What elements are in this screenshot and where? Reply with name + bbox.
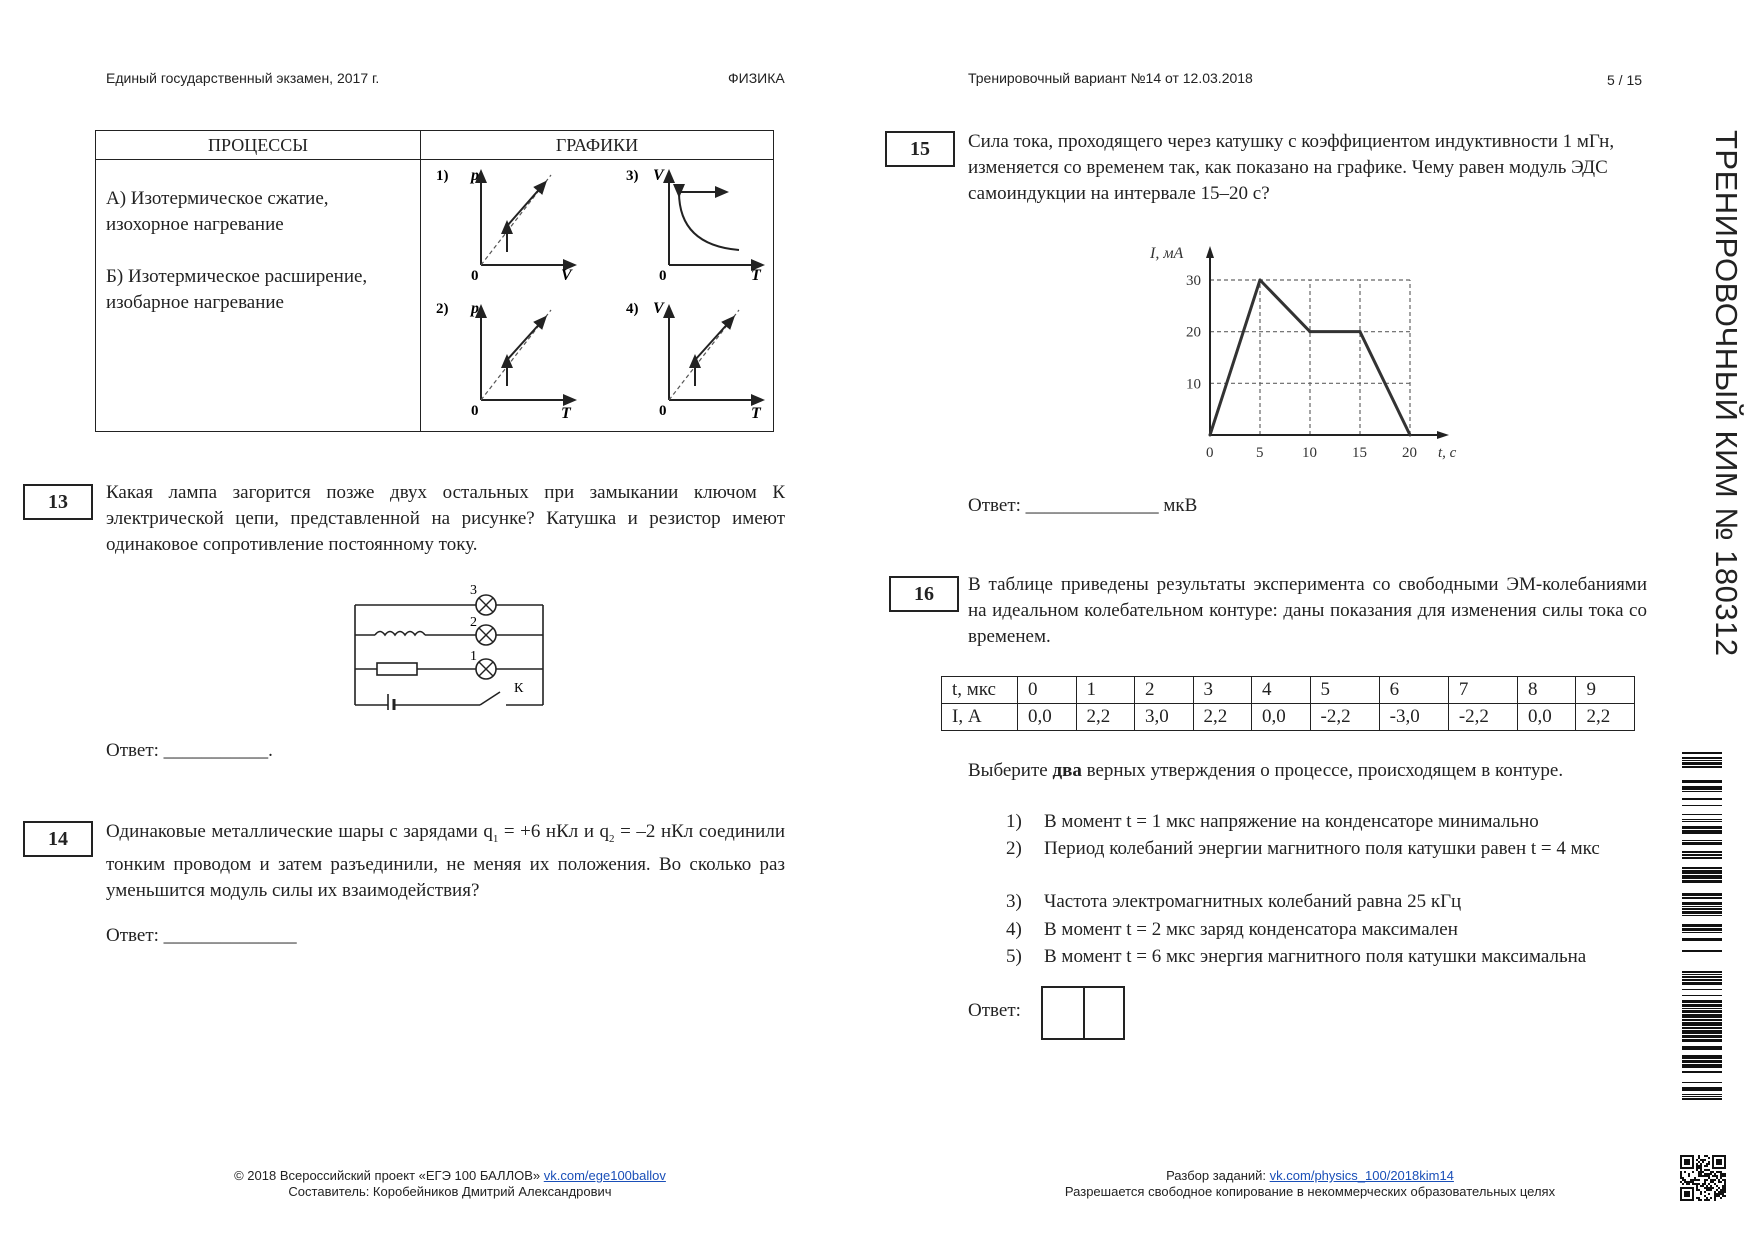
current-cell: 2,2 [1193, 704, 1252, 731]
q14-text-b: = +6 нКл и q [498, 821, 610, 842]
current-time-chart [1140, 240, 1470, 470]
current-cell: 0,0 [1252, 704, 1311, 731]
y-tick-label: 10 [1186, 376, 1201, 393]
y-axis-arrow [1206, 246, 1214, 258]
processes-cell [96, 160, 421, 432]
current-cell: -2,2 [1448, 704, 1517, 731]
qr-code [1680, 1155, 1726, 1201]
question-16-answer-label: Ответ: [968, 1000, 1021, 1021]
x-tick-label: 5 [1256, 445, 1264, 461]
current-cell: 2,2 [1076, 704, 1135, 731]
q14-text-c: = –2 нКл соединили тонким проводом и затем разъединили, не меняя их положения. Во сколько раз уменьшится модуль силы их взаимодействия? [106, 821, 785, 901]
data-point [1259, 279, 1262, 282]
footer-author: Составитель: Коробейников Дмитрий Александрович [288, 1184, 612, 1199]
time-cell: 3 [1193, 677, 1252, 704]
data-point [1409, 434, 1412, 437]
graph-1-origin: 0 [471, 268, 479, 284]
current-cell: 3,0 [1135, 704, 1194, 731]
question-15-text: Сила тока, проходящего через катушку с коэффициентом индуктивности 1 мГн, изменяется со временем так, как показано на графике. Чему равен модуль ЭДС самоиндукции на интервале 15–20 с? [968, 131, 1615, 204]
time-row [942, 677, 1635, 704]
graphs-cell [421, 160, 774, 432]
q14-text-a: Одинаковые металлические шары с зарядами q [106, 821, 493, 842]
graph-1 [436, 167, 573, 284]
x-tick-label: 20 [1402, 445, 1417, 461]
option-2-text: Период колебаний энергии магнитного поля катушки равен t = 4 мкс [1044, 838, 1600, 859]
x-tick-label: 10 [1302, 445, 1317, 461]
time-cell: 1 [1076, 677, 1135, 704]
time-cell: 2 [1135, 677, 1194, 704]
graph-2 [436, 300, 572, 422]
option-3-number: 3) [1006, 891, 1022, 912]
time-cell: 7 [1448, 677, 1517, 704]
graph-1-number: 1) [436, 168, 449, 184]
answer-box-1[interactable] [1041, 986, 1085, 1040]
process-graphs [421, 160, 773, 431]
lamp-3 [476, 595, 496, 615]
subject-label: ФИЗИКА [728, 70, 785, 86]
process-b-line1: Б) Изотермическое расширение, [106, 266, 368, 287]
time-cell: 8 [1517, 677, 1576, 704]
choose-text-b: верных утверждения о процессе, происходящем в контуре. [1081, 760, 1564, 781]
processes-header: ПРОЦЕССЫ [96, 131, 421, 160]
option-1 [1006, 809, 1647, 835]
footer-copyright: © 2018 Всероссийский проект «ЕГЭ 100 БАЛЛОВ» [234, 1168, 544, 1183]
lamp-2-label: 2 [470, 615, 477, 630]
graph-1-x-label: V [561, 267, 572, 284]
option-4 [1006, 917, 1647, 943]
lamp-1-label: 1 [470, 649, 477, 664]
graph-3-y-label: V [653, 167, 664, 184]
process-b-line2: изобарное нагревание [106, 292, 284, 313]
x-tick-label: 15 [1352, 445, 1367, 461]
question-14-text [106, 819, 785, 904]
x-axis-arrow [1437, 431, 1449, 439]
option-3-text: Частота электромагнитных колебаний равна 25 кГц [1044, 891, 1462, 912]
process-a-line2: изохорное нагревание [106, 214, 284, 235]
option-1-text: В момент t = 1 мкс напряжение на конденсаторе минимально [1044, 811, 1539, 832]
footer-right-link[interactable]: vk.com/physics_100/2018kim14 [1269, 1168, 1454, 1183]
footer-right [1000, 1168, 1620, 1200]
graph-1-y-label: p [471, 167, 479, 184]
current-row [942, 704, 1635, 731]
question-14-number: 14 [23, 821, 93, 857]
question-13-answer: Ответ: ___________. [106, 740, 273, 761]
q14-sub2: 2 [609, 832, 615, 845]
time-cell: 4 [1252, 677, 1311, 704]
graph-4-y-label: V [653, 300, 664, 317]
choose-text-a: Выберите [968, 760, 1053, 781]
graph-2-y-label: p [471, 300, 479, 317]
question-13-number: 13 [23, 484, 93, 520]
graph-2-number: 2) [436, 301, 449, 317]
time-cell: 0 [1018, 677, 1077, 704]
option-5-number: 5) [1006, 946, 1022, 967]
page-number: 5 / 15 [1607, 72, 1643, 88]
question-16-instruction [968, 758, 1647, 784]
data-point [1359, 330, 1362, 333]
x-axis-label: t, c [1438, 445, 1457, 461]
option-2 [1006, 836, 1647, 888]
inductor-coil [375, 632, 425, 636]
current-header: I, А [942, 704, 1018, 731]
side-title: ТРЕНИРОВОЧНЫЙ КИМ № 180312 [1709, 130, 1744, 657]
current-cell: 2,2 [1576, 704, 1635, 731]
option-5 [1006, 944, 1647, 970]
time-cell: 9 [1576, 677, 1635, 704]
lamp-2 [476, 625, 496, 645]
option-4-text: В момент t = 2 мкс заряд конденсатора максимален [1044, 919, 1458, 940]
current-cell: 0,0 [1018, 704, 1077, 731]
graph-4-origin: 0 [659, 403, 667, 419]
choose-text-bold: два [1052, 760, 1082, 781]
footer-copy-note: Разрешается свободное копирование в некоммерческих образовательных целях [1064, 1184, 1556, 1199]
side-title-wrap [1700, 130, 1750, 730]
data-point [1209, 434, 1212, 437]
x-tick-label: 0 [1206, 445, 1214, 461]
experiment-table [941, 676, 1635, 731]
resistor [377, 663, 417, 675]
footer-analysis-label: Разбор заданий: [1166, 1168, 1270, 1183]
footer-left [150, 1168, 750, 1200]
key-switch [480, 692, 500, 705]
graph-3-number: 3) [626, 168, 639, 184]
option-4-number: 4) [1006, 919, 1022, 940]
circuit-diagram [350, 580, 550, 710]
current-cell: -3,0 [1379, 704, 1448, 731]
option-5-text: В момент t = 6 мкс энергия магнитного поля катушки максимальна [1044, 946, 1587, 967]
matching-table [95, 130, 774, 432]
graph-2-origin: 0 [471, 403, 479, 419]
graph-4-x-label: T [751, 405, 761, 422]
barcode [1682, 752, 1722, 1100]
option-3 [1006, 889, 1647, 915]
graph-3-origin: 0 [659, 268, 667, 284]
footer-left-link[interactable]: vk.com/ege100ballov [543, 1168, 666, 1183]
graph-3 [626, 167, 762, 284]
y-axis-label: I, мА [1150, 245, 1184, 262]
graph-3-x-label: T [751, 267, 761, 284]
question-15-answer: Ответ: ______________ мкВ [968, 495, 1198, 516]
graph-4 [626, 300, 762, 422]
variant-label: Тренировочный вариант №14 от 12.03.2018 [968, 70, 1253, 86]
y-tick-label: 20 [1186, 324, 1201, 341]
y-tick-label: 30 [1186, 273, 1201, 289]
time-cell: 5 [1310, 677, 1379, 704]
graph-2-x-label: T [561, 405, 571, 422]
graph-4-number: 4) [626, 301, 639, 317]
question-16-number: 16 [889, 576, 959, 612]
exam-title: Единый государственный экзамен, 2017 г. [106, 70, 380, 86]
key-label: К [514, 681, 524, 696]
question-14-answer: Ответ: ______________ [106, 925, 297, 946]
process-a-line1: А) Изотермическое сжатие, [106, 188, 329, 209]
question-15-number: 15 [885, 131, 955, 167]
graphs-header: ГРАФИКИ [421, 131, 774, 160]
option-1-number: 1) [1006, 811, 1022, 832]
lamp-1 [476, 659, 496, 679]
time-cell: 6 [1379, 677, 1448, 704]
data-point [1309, 330, 1312, 333]
option-2-number: 2) [1006, 838, 1022, 859]
time-header: t, мкс [942, 677, 1018, 704]
question-16-text: В таблице приведены результаты эксперимента со свободными ЭМ-колебаниями на идеальном колебательном контуре: даны показания для изменения силы тока со временем. [968, 574, 1647, 647]
current-cell: 0,0 [1517, 704, 1576, 731]
current-cell: -2,2 [1310, 704, 1379, 731]
q14-sub1: 1 [492, 832, 499, 845]
lamp-3-label: 3 [470, 583, 477, 598]
answer-box-2[interactable] [1083, 986, 1125, 1040]
question-13-text: Какая лампа загорится позже двух остальных при замыкании ключом К электрической цепи, представленной на рисунке? Катушка и резистор имеют одинаковое сопротивление постоянному току. [106, 482, 785, 555]
